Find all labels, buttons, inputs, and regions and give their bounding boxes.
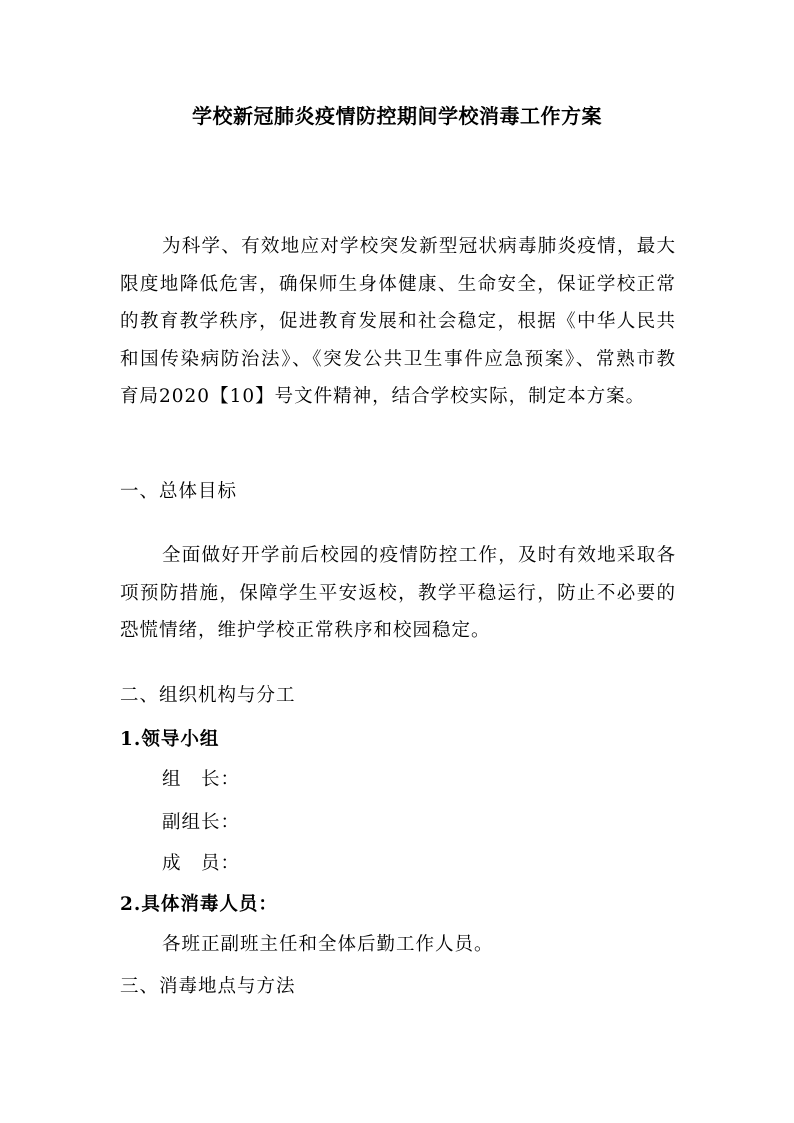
section-3-heading: 三、消毒地点与方法: [120, 976, 296, 997]
leader-label: 组 长：: [162, 769, 241, 790]
disinfection-staff-text: 各班正副班主任和全体后勤工作人员。: [162, 934, 494, 955]
leadership-group-heading: 1.领导小组: [120, 729, 220, 750]
section-1-heading: 一、总体目标: [120, 481, 238, 502]
section-2-heading: 二、组织机构与分工: [120, 685, 296, 706]
document-title: 学校新冠肺炎疫情防控期间学校消毒工作方案: [192, 104, 602, 128]
section-1-paragraph: 全面做好开学前后校园的疫情防控工作，及时有效地采取各项预防措施，保障学生平安返校，教学平稳运行，防止不必要的恐慌情绪，维护学校正常秩序和校园稳定。: [120, 545, 676, 641]
intro-paragraph: 为科学、有效地应对学校突发新型冠状病毒肺炎疫情，最大限度地降低危害，确保师生身体健康、生命安全，保证学校正常的教育教学秩序，促进教育发展和社会稳定，根据《中华人民共和国传染病防治法》、《突发公共卫生事件应急预案》、常熟市教育局2020【10】号文件精神，结合学校实际，制定本方案。: [120, 236, 676, 407]
members-label: 成 员：: [162, 853, 241, 874]
disinfection-staff-heading: 2.具体消毒人员：: [120, 894, 278, 915]
deputy-leader-label: 副组长：: [162, 812, 241, 833]
